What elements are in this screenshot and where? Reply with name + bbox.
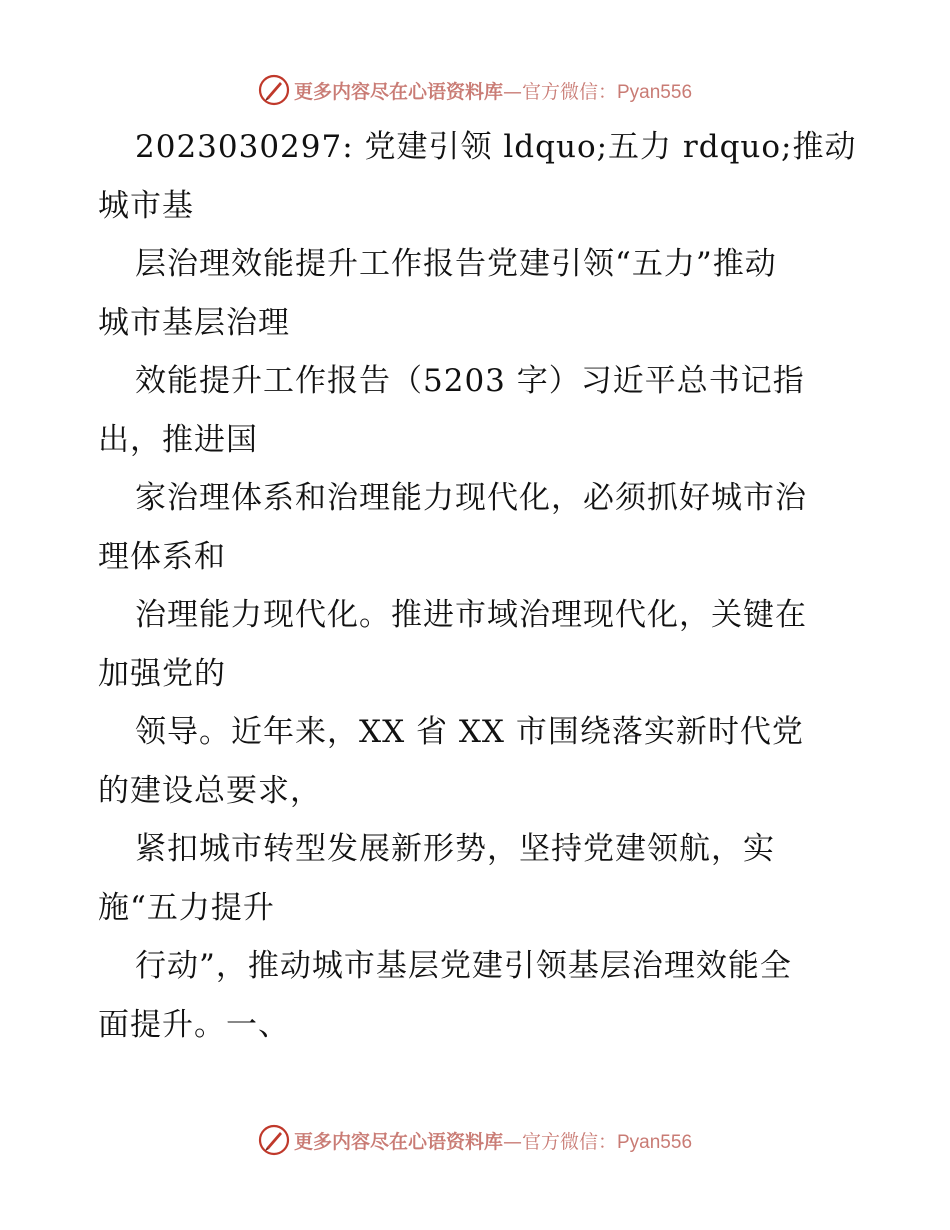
footer-contact-label: 官方微信： <box>521 1130 617 1153</box>
footer-contact-id: Pyan556 <box>617 1131 693 1153</box>
header-banner <box>0 70 950 110</box>
paragraph-line: 城市基层治理 <box>98 304 290 341</box>
footer-banner <box>0 1120 950 1160</box>
footer-separator: — <box>502 1130 522 1153</box>
paragraph-line: 城市基 <box>98 187 194 224</box>
paragraph-line: 行动”，推动城市基层党建引领基层治理效能全 <box>135 948 792 984</box>
header-contact-id: Pyan556 <box>617 81 693 103</box>
paragraph-line: 理体系和 <box>98 538 226 575</box>
document-body <box>98 118 868 1054</box>
quill-pen-logo-icon <box>258 1124 290 1156</box>
paragraph-line: 施“五力提升 <box>98 889 275 926</box>
paragraph-line: 治理能力现代化。推进市域治理现代化，关键在 <box>135 597 807 633</box>
paragraph-line: 2023030297: 党建引领 ldquo;五力 rdquo;推动 <box>135 129 857 165</box>
paragraph-line: 紧扣城市转型发展新形势，坚持党建领航，实 <box>135 831 775 867</box>
footer-banner-text <box>294 1127 692 1154</box>
paragraph-line: 面提升。一、 <box>98 1006 290 1043</box>
paragraph-line: 家治理体系和治理能力现代化，必须抓好城市治 <box>135 480 807 516</box>
footer-brand-text: 更多内容尽在心语资料库 <box>293 1130 503 1153</box>
header-brand-text: 更多内容尽在心语资料库 <box>293 80 503 103</box>
paragraph-line: 效能提升工作报告（5203 字）习近平总书记指 <box>135 363 805 399</box>
paragraph-line: 的建设总要求， <box>98 772 322 809</box>
paragraph-line: 加强党的 <box>98 655 226 692</box>
paragraph-line: 层治理效能提升工作报告党建引领“五力”推动 <box>135 246 777 282</box>
quill-pen-logo-icon <box>258 74 290 106</box>
paragraph-line: 出，推进国 <box>98 421 258 458</box>
header-contact-label: 官方微信： <box>521 80 617 103</box>
header-separator: — <box>502 80 522 103</box>
header-banner-text <box>294 77 692 104</box>
paragraph-line: 领导。近年来，XX 省 XX 市围绕落实新时代党 <box>135 714 804 750</box>
